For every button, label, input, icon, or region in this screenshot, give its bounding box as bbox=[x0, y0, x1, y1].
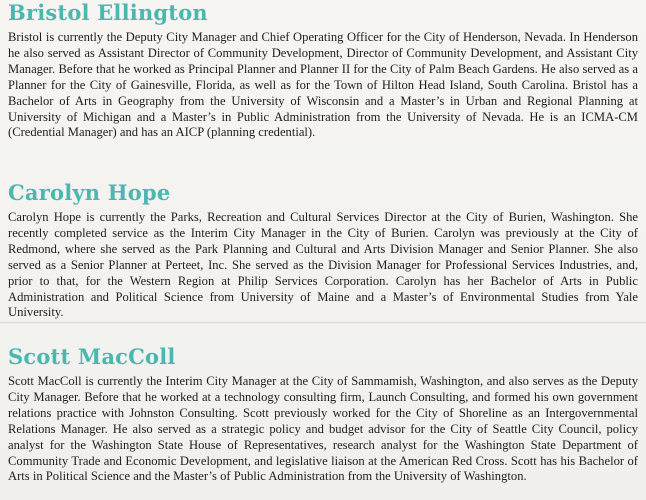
bio-name: Scott MacColl bbox=[8, 344, 176, 369]
bio-scott-maccoll bbox=[8, 344, 638, 485]
bio-name: Bristol Ellington bbox=[8, 0, 208, 25]
bio-bristol-ellington bbox=[8, 0, 638, 141]
paper-crease bbox=[0, 322, 646, 323]
bio-text: Bristol is currently the Deputy City Manager and Chief Operating Officer for the City of Henderson, Nevada. In Henderson he also served as Assistant Director of Community Development, Director of Community Development, and Assistant City Manager. Before that he worked as Principal Planner and Planner II for the City of Palm Beach Gardens. He also served as a Planner for the City of Gainesville, Florida, as well as for the Town of Hilton Head Island, South Carolina. Bristol has a Bachelor of Arts in Geography from the University of Wisconsin and a Master’s in Urban and Regional Planning at University of Michigan and a Master’s in Public Administration from the University of Nevada. He is an ICMA-CM (Credential Manager) and has an AICP (planning credential). bbox=[8, 30, 638, 140]
bio-carolyn-hope bbox=[8, 180, 638, 321]
bio-text: Carolyn Hope is currently the Parks, Recreation and Cultural Services Director at the City of Burien, Washington. She recently completed service as the Interim City Manager in the City of Burien. Carolyn was previously at the City of Redmond, where she served as the Park Planning and Cultural and Arts Division Manager and Senior Planner. She also served as a Senior Planner at Perteet, Inc. She served as the Division Manager for Professional Services Industries, and, prior to that, for the Western Region at Philip Services Corporation. Carolyn has her Bachelor of Arts in Public Administration and Political Science from University of Maine and a Master’s of Environmental Studies from Yale University. bbox=[8, 210, 638, 320]
bio-text: Scott MacColl is currently the Interim City Manager at the City of Sammamish, Washington, and also serves as the Deputy City Manager. Before that he worked at a technology consulting firm, Launch Consulting, and formed his own government relations practice with Johnston Consulting. Scott previously worked for the City of Shoreline as an Intergovernmental Relations Manager. He also served as a strategic policy and budget advisor for the City of Seattle City Council, policy analyst for the Washington State House of Representatives, research analyst for the Washington State Department of Community Trade and Economic Development, and legislative liaison at the American Red Cross. Scott has his Bachelor of Arts in Political Science and the Master’s of Public Administration from the University of Washington. bbox=[8, 374, 638, 484]
bio-name: Carolyn Hope bbox=[8, 180, 171, 205]
